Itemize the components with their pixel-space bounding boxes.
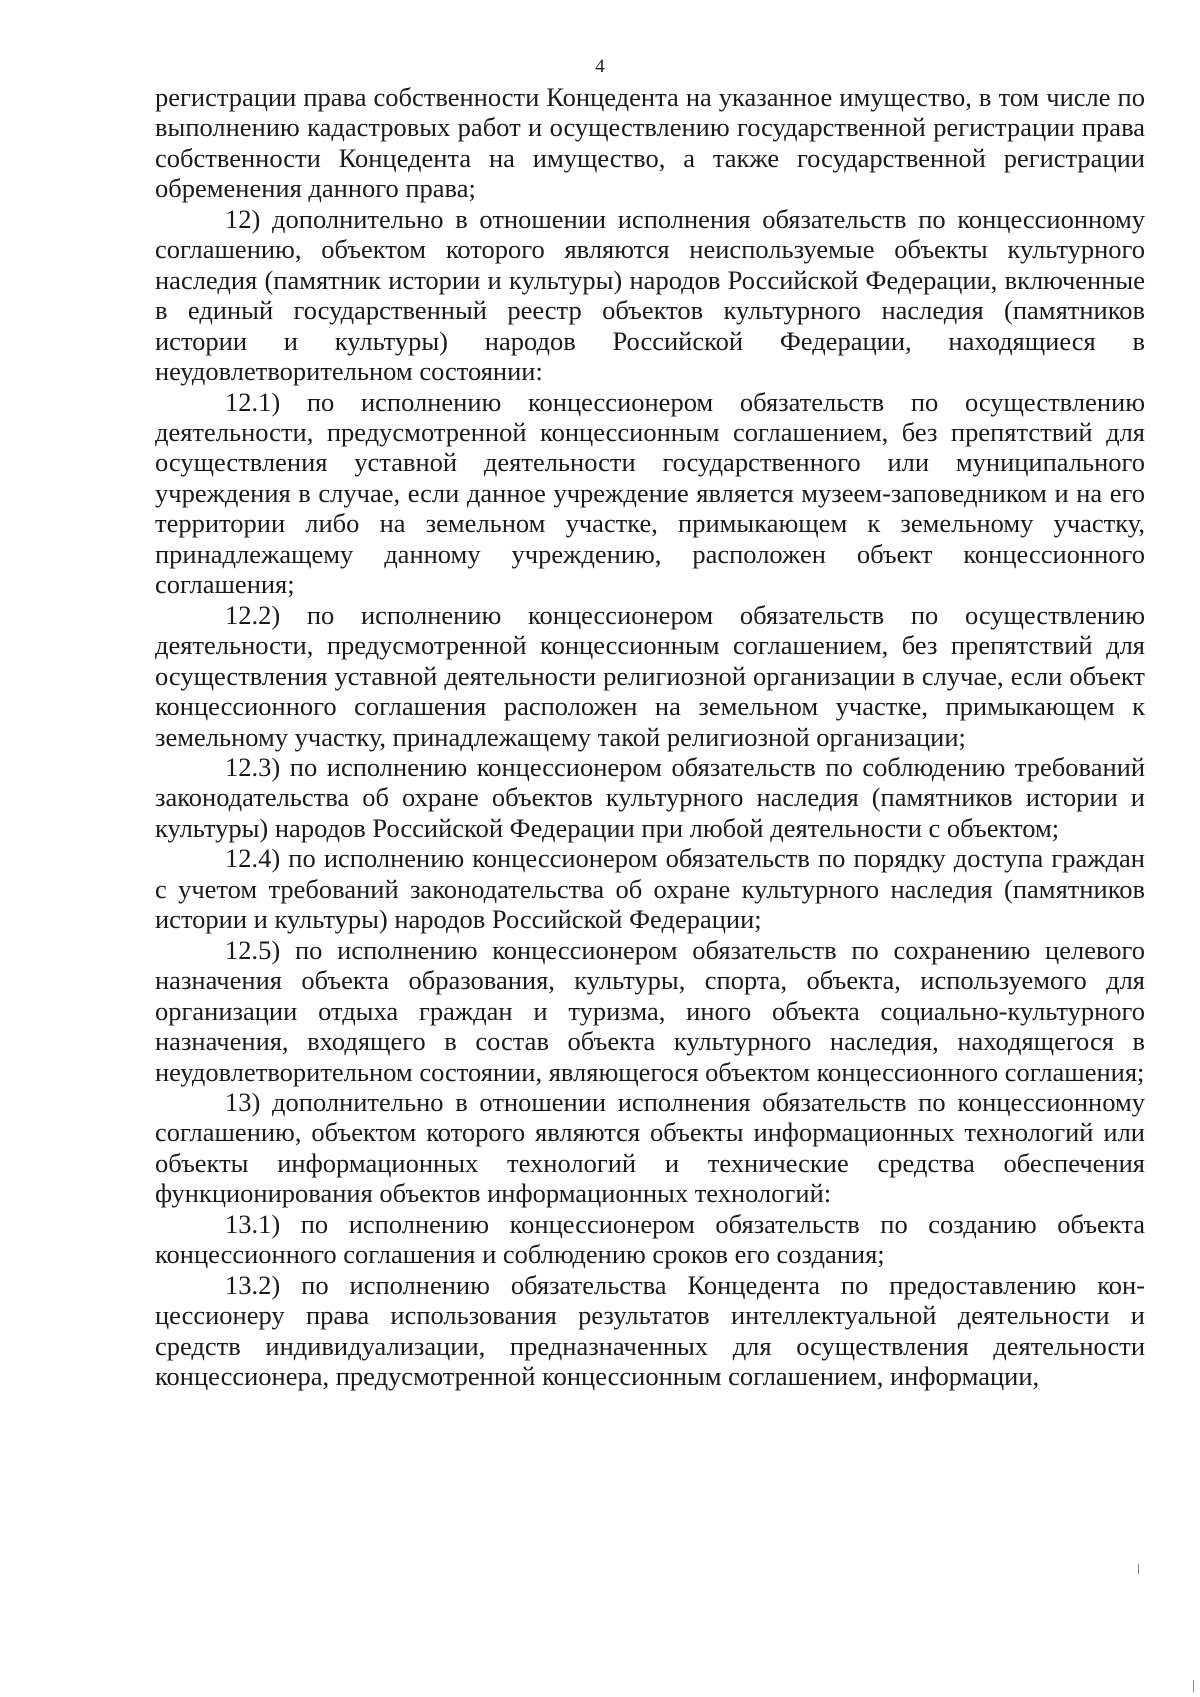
paragraph-item-12-2: 12.2) по исполнению концессионером обязательств по осуществлению деятельности, предусмотренной концессионным соглашением, без препятствий для осуществления уставной деятельности религиозной организации в случае, если объект концессионного соглашения расположен на земельном участке, примыкающем к земельному участку, принадлежащему такой религиозной организации; <box>155 599 1145 752</box>
paragraph-continuation: регистрации права собственности Концедента на указанное имущество, в том числе по выполнению кадастровых работ и осуществлению государственной регистрации права собственности Концедента на имущество, а также государственной регистрации обременения данного права; <box>155 82 1145 204</box>
paragraph-item-13-2: 13.2) по исполнению обязательства Концедента по предоставлению концессионеру права использования результатов интеллектуальной деятельности и средств индивидуализации, предназначенных для осуществления деятельности концессионера, предусмотренной концессионным соглашением, информации, <box>155 1269 1145 1392</box>
paragraph-item-12: 12) дополнительно в отношении исполнения обязательств по концессионному соглашению, объектом которого являются неиспользуемые объекты культурного наследия (памятник истории и культуры) народов Российской Федерации, включенные в единый государственный реестр объектов культурного наследия (памятников истории и культуры) народов Российской Федерации, находящиеся в неудовлетворительном состоянии: <box>155 203 1145 387</box>
paragraph-item-13-1: 13.1) по исполнению концессионером обязательств по созданию объекта концессионного соглашения и соблюдению сроков его создания; <box>155 1208 1145 1270</box>
paragraph-item-12-4: 12.4) по исполнению концессионером обязательств по порядку доступа граждан с учетом требований законодательства об охране культурного наследия (памятников истории и культуры) народов Российской Федерации; <box>155 843 1145 935</box>
paragraph-item-13: 13) дополнительно в отношении исполнения обязательств по концессионному соглашению, объектом которого являются объекты информационных технологий или объекты информационных технологий и технические средства обеспечения функционирования объектов информационных технологий: <box>155 1086 1145 1209</box>
scan-artifact-mark <box>1193 1680 1194 1692</box>
page-number: 4 <box>595 56 605 77</box>
scan-artifact-mark <box>1138 1564 1139 1574</box>
paragraph-item-12-5: 12.5) по исполнению концессионером обязательств по сохранению целевого назначения объекта образования, культуры, спорта, объекта, используемого для организации отдыха граждан и туризма, иного объекта социально-культурного назначения, входящего в состав объекта культурного наследия, находящегося в неудовлетворительном состоянии, являющегося объектом концессионного соглашения; <box>155 934 1145 1087</box>
paragraph-item-12-3: 12.3) по исполнению концессионером обязательств по соблюдению требований законодательства об охране объектов культурного наследия (памятников истории и культуры) народов Российской Федерации при любой деятельности с объектом; <box>155 751 1145 843</box>
paragraph-item-12-1: 12.1) по исполнению концессионером обязательств по осуществлению деятельности, предусмотренной концессионным соглашением, без препятствий для осуществления уставной деятельности государственного или муниципального учреждения в случае, если данное учреждение является музеем-заповедником и на его территории либо на земельном участке, примыкающем к земельному участку, принадлежащему данному учреждению, расположен объект концессионного соглашения; <box>155 386 1145 600</box>
document-body <box>155 82 1145 1391</box>
